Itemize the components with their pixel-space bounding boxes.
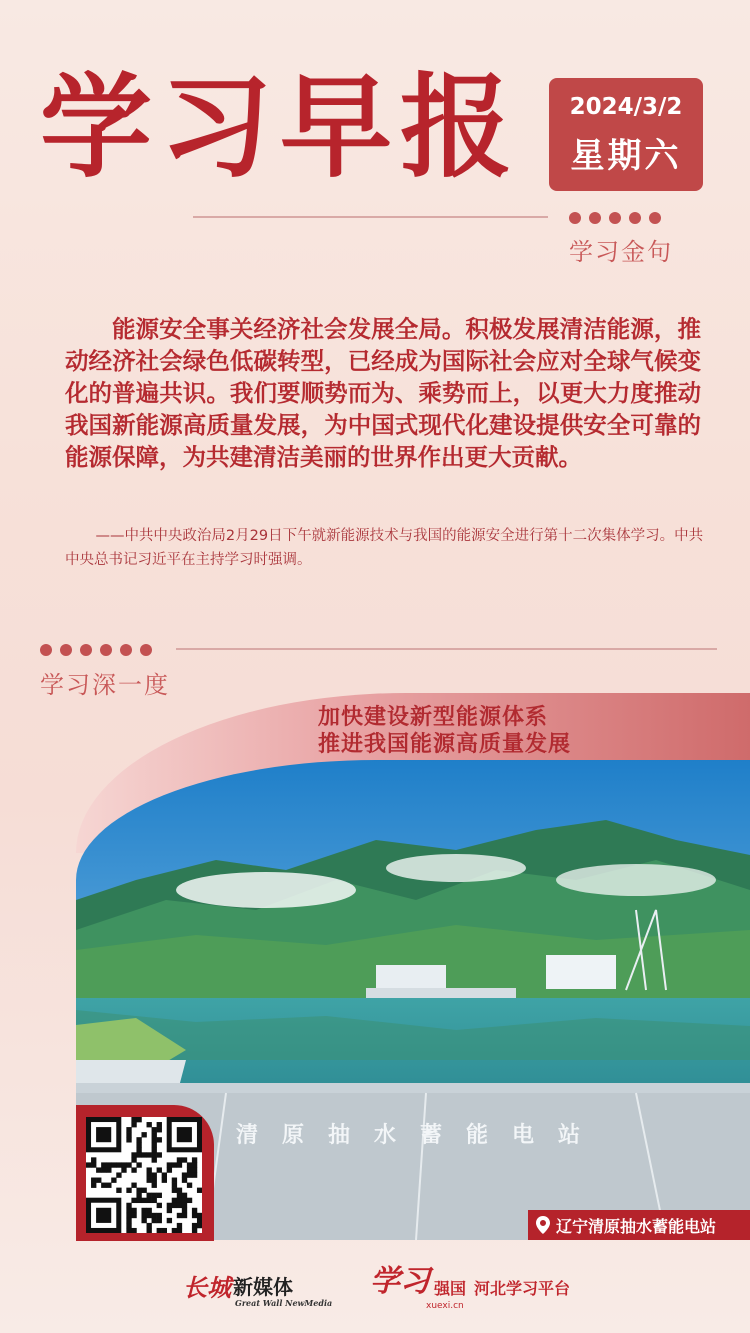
location-caption	[528, 1210, 750, 1240]
dot	[140, 644, 152, 656]
quote-source: ——中共中央政治局2月29日下午就新能源技术与我国的能源安全进行第十二次集体学习。中共中央总书记习近平在主持学习时强调。	[65, 528, 704, 568]
decorative-dots	[40, 644, 152, 656]
section-divider	[176, 648, 717, 650]
platform-name: 河北学习平台	[474, 1279, 571, 1298]
photo-sign-text: 清原抽水蓄能电站	[236, 1123, 605, 1148]
xuexi-logo	[370, 1264, 571, 1299]
section-label-depth: 学习深一度	[40, 671, 170, 699]
location-text: 辽宁清原抽水蓄能电站	[556, 1216, 717, 1236]
dot	[569, 212, 581, 224]
headline-line-1: 加快建设新型能源体系	[318, 705, 549, 730]
date-text: 2024/3/2	[569, 94, 683, 120]
dot	[609, 212, 621, 224]
logo-name: 新媒体	[233, 1275, 293, 1299]
logo-mark: 长城	[183, 1273, 231, 1302]
quote-text: 能源安全事关经济社会发展全局。积极发展清洁能源，推动经济社会绿色低碳转型，已经成为国际社会应对全球气候变化的普遍共识。我们要顺势而为、乘势而上，以更大力度推动我国新能源高质量发展，为中国式现代化建设提供安全可靠的能源保障，为共建清洁美丽的世界作出更大贡献。	[65, 315, 701, 471]
dot	[40, 644, 52, 656]
logo-brand: 强国	[434, 1279, 467, 1298]
location-pin-icon	[536, 1216, 550, 1234]
decorative-dots	[569, 212, 661, 224]
weekday-text: 星期六	[570, 136, 682, 176]
headline-line-2: 推进我国能源高质量发展	[318, 732, 572, 757]
dot	[589, 212, 601, 224]
dot	[120, 644, 132, 656]
logo-subtitle: Great Wall NewMedia	[235, 1298, 333, 1308]
dot	[80, 644, 92, 656]
page-title: 学习早报	[40, 63, 520, 193]
dot	[629, 212, 641, 224]
logo-subtitle: xuexi.cn	[426, 1301, 464, 1311]
dot	[649, 212, 661, 224]
dot	[60, 644, 72, 656]
date-badge	[549, 78, 703, 191]
logo-mark: 学习	[370, 1264, 430, 1299]
qr-code-icon[interactable]	[86, 1117, 202, 1233]
dot	[100, 644, 112, 656]
header-divider	[193, 216, 548, 218]
section-label-quote: 学习金句	[569, 238, 673, 266]
